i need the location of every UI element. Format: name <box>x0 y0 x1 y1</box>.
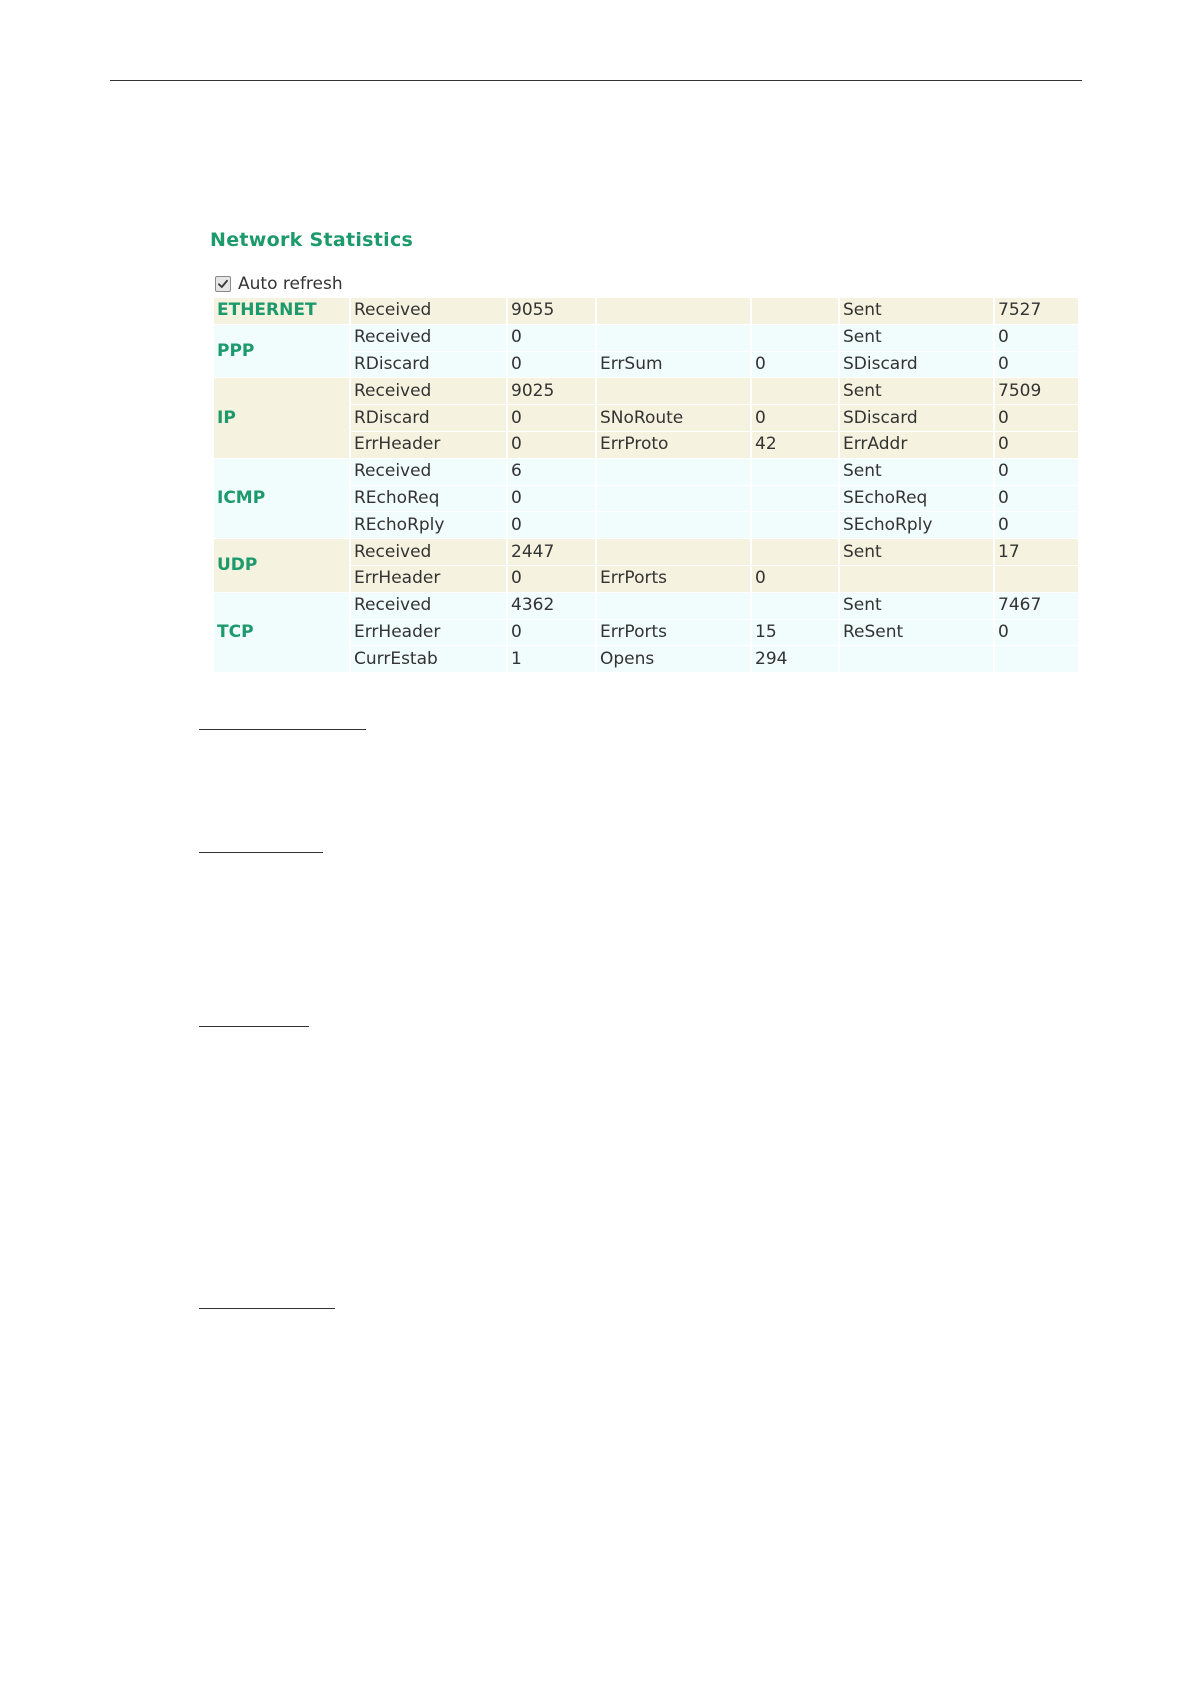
table-row <box>214 325 1078 351</box>
stat-value: 0 <box>752 405 838 431</box>
panel-title: Network Statistics <box>210 229 414 251</box>
stat-value <box>752 486 838 512</box>
stat-label: ErrPorts <box>597 566 750 592</box>
stat-label <box>597 459 750 485</box>
stat-value <box>995 566 1078 592</box>
stat-value: 9025 <box>508 378 595 404</box>
group-label-ppp: PPP <box>214 325 349 378</box>
stat-label: Received <box>351 298 506 324</box>
stat-label: ErrHeader <box>351 566 506 592</box>
stat-label: Opens <box>597 646 750 672</box>
group-label-ip: IP <box>214 378 349 457</box>
group-label-icmp: ICMP <box>214 459 349 538</box>
stat-value <box>752 325 838 351</box>
stat-value: 0 <box>995 405 1078 431</box>
stat-label: SEchoReq <box>840 486 993 512</box>
stat-value: 0 <box>508 512 595 538</box>
stat-label <box>597 298 750 324</box>
stat-label: Sent <box>840 539 993 565</box>
stat-value: 0 <box>508 405 595 431</box>
stat-value <box>752 378 838 404</box>
stat-label <box>597 325 750 351</box>
stat-value: 7467 <box>995 593 1078 619</box>
stat-value: 0 <box>508 486 595 512</box>
stat-value: 0 <box>995 620 1078 646</box>
stat-label: Sent <box>840 325 993 351</box>
stat-label <box>597 593 750 619</box>
stat-value: 0 <box>995 325 1078 351</box>
stat-label: SDiscard <box>840 352 993 378</box>
group-label-udp: UDP <box>214 539 349 592</box>
table-row <box>214 459 1078 485</box>
stat-value: 7509 <box>995 378 1078 404</box>
stat-value: 0 <box>995 459 1078 485</box>
stat-label: Sent <box>840 378 993 404</box>
stat-value <box>752 512 838 538</box>
table-row <box>214 593 1078 619</box>
stat-value <box>752 459 838 485</box>
group-label-ethernet: ETHERNET <box>214 298 349 324</box>
stat-value <box>995 646 1078 672</box>
stat-label: CurrEstab <box>351 646 506 672</box>
stat-value <box>752 539 838 565</box>
stat-value: 294 <box>752 646 838 672</box>
stat-label: ErrHeader <box>351 620 506 646</box>
stat-label: ErrAddr <box>840 432 993 458</box>
stat-label <box>597 378 750 404</box>
stat-label: REchoReq <box>351 486 506 512</box>
stat-label: Received <box>351 459 506 485</box>
section-rule <box>199 729 366 730</box>
stat-label: Sent <box>840 593 993 619</box>
stat-label: ReSent <box>840 620 993 646</box>
stat-value: 0 <box>508 352 595 378</box>
stat-value: 17 <box>995 539 1078 565</box>
stat-label: RDiscard <box>351 405 506 431</box>
stat-label: SDiscard <box>840 405 993 431</box>
stat-label: Received <box>351 325 506 351</box>
stat-label: Sent <box>840 298 993 324</box>
stat-label <box>597 512 750 538</box>
stat-label: ErrProto <box>597 432 750 458</box>
stat-value: 2447 <box>508 539 595 565</box>
group-label-tcp: TCP <box>214 593 349 672</box>
stat-label <box>840 566 993 592</box>
stat-value: 0 <box>752 566 838 592</box>
section-rule <box>199 1308 335 1309</box>
stat-value: 0 <box>995 432 1078 458</box>
stat-label: Received <box>351 593 506 619</box>
stat-value: 0 <box>508 566 595 592</box>
stat-value: 1 <box>508 646 595 672</box>
stat-value: 0 <box>995 486 1078 512</box>
table-row <box>214 298 1078 324</box>
stat-label: REchoRply <box>351 512 506 538</box>
stat-value <box>752 593 838 619</box>
stat-value: 0 <box>995 512 1078 538</box>
stat-label: RDiscard <box>351 352 506 378</box>
stat-value: 9055 <box>508 298 595 324</box>
table-row <box>214 539 1078 565</box>
page-header-rule <box>110 80 1082 81</box>
auto-refresh-label: Auto refresh <box>238 274 343 294</box>
stat-value: 0 <box>508 432 595 458</box>
checkmark-icon <box>217 278 229 290</box>
stat-label: Sent <box>840 459 993 485</box>
stat-value: 42 <box>752 432 838 458</box>
table-row <box>214 378 1078 404</box>
stat-label: ErrSum <box>597 352 750 378</box>
section-rule <box>199 852 323 853</box>
stat-value: 0 <box>508 620 595 646</box>
stat-value: 7527 <box>995 298 1078 324</box>
auto-refresh-control[interactable] <box>215 273 343 295</box>
stat-value: 0 <box>508 325 595 351</box>
stat-label: Received <box>351 539 506 565</box>
auto-refresh-checkbox[interactable] <box>215 276 231 292</box>
statistics-body <box>214 298 1078 672</box>
stat-label <box>840 646 993 672</box>
stat-label <box>597 539 750 565</box>
stat-value: 4362 <box>508 593 595 619</box>
stat-value: 0 <box>752 352 838 378</box>
stat-label: ErrPorts <box>597 620 750 646</box>
stat-label: ErrHeader <box>351 432 506 458</box>
stat-label: SNoRoute <box>597 405 750 431</box>
stat-label: Received <box>351 378 506 404</box>
stat-label: SEchoRply <box>840 512 993 538</box>
stat-value: 0 <box>995 352 1078 378</box>
section-rule <box>199 1026 309 1027</box>
stat-label <box>597 486 750 512</box>
stat-value <box>752 298 838 324</box>
network-statistics-table <box>212 297 1080 673</box>
stat-value: 15 <box>752 620 838 646</box>
stat-value: 6 <box>508 459 595 485</box>
